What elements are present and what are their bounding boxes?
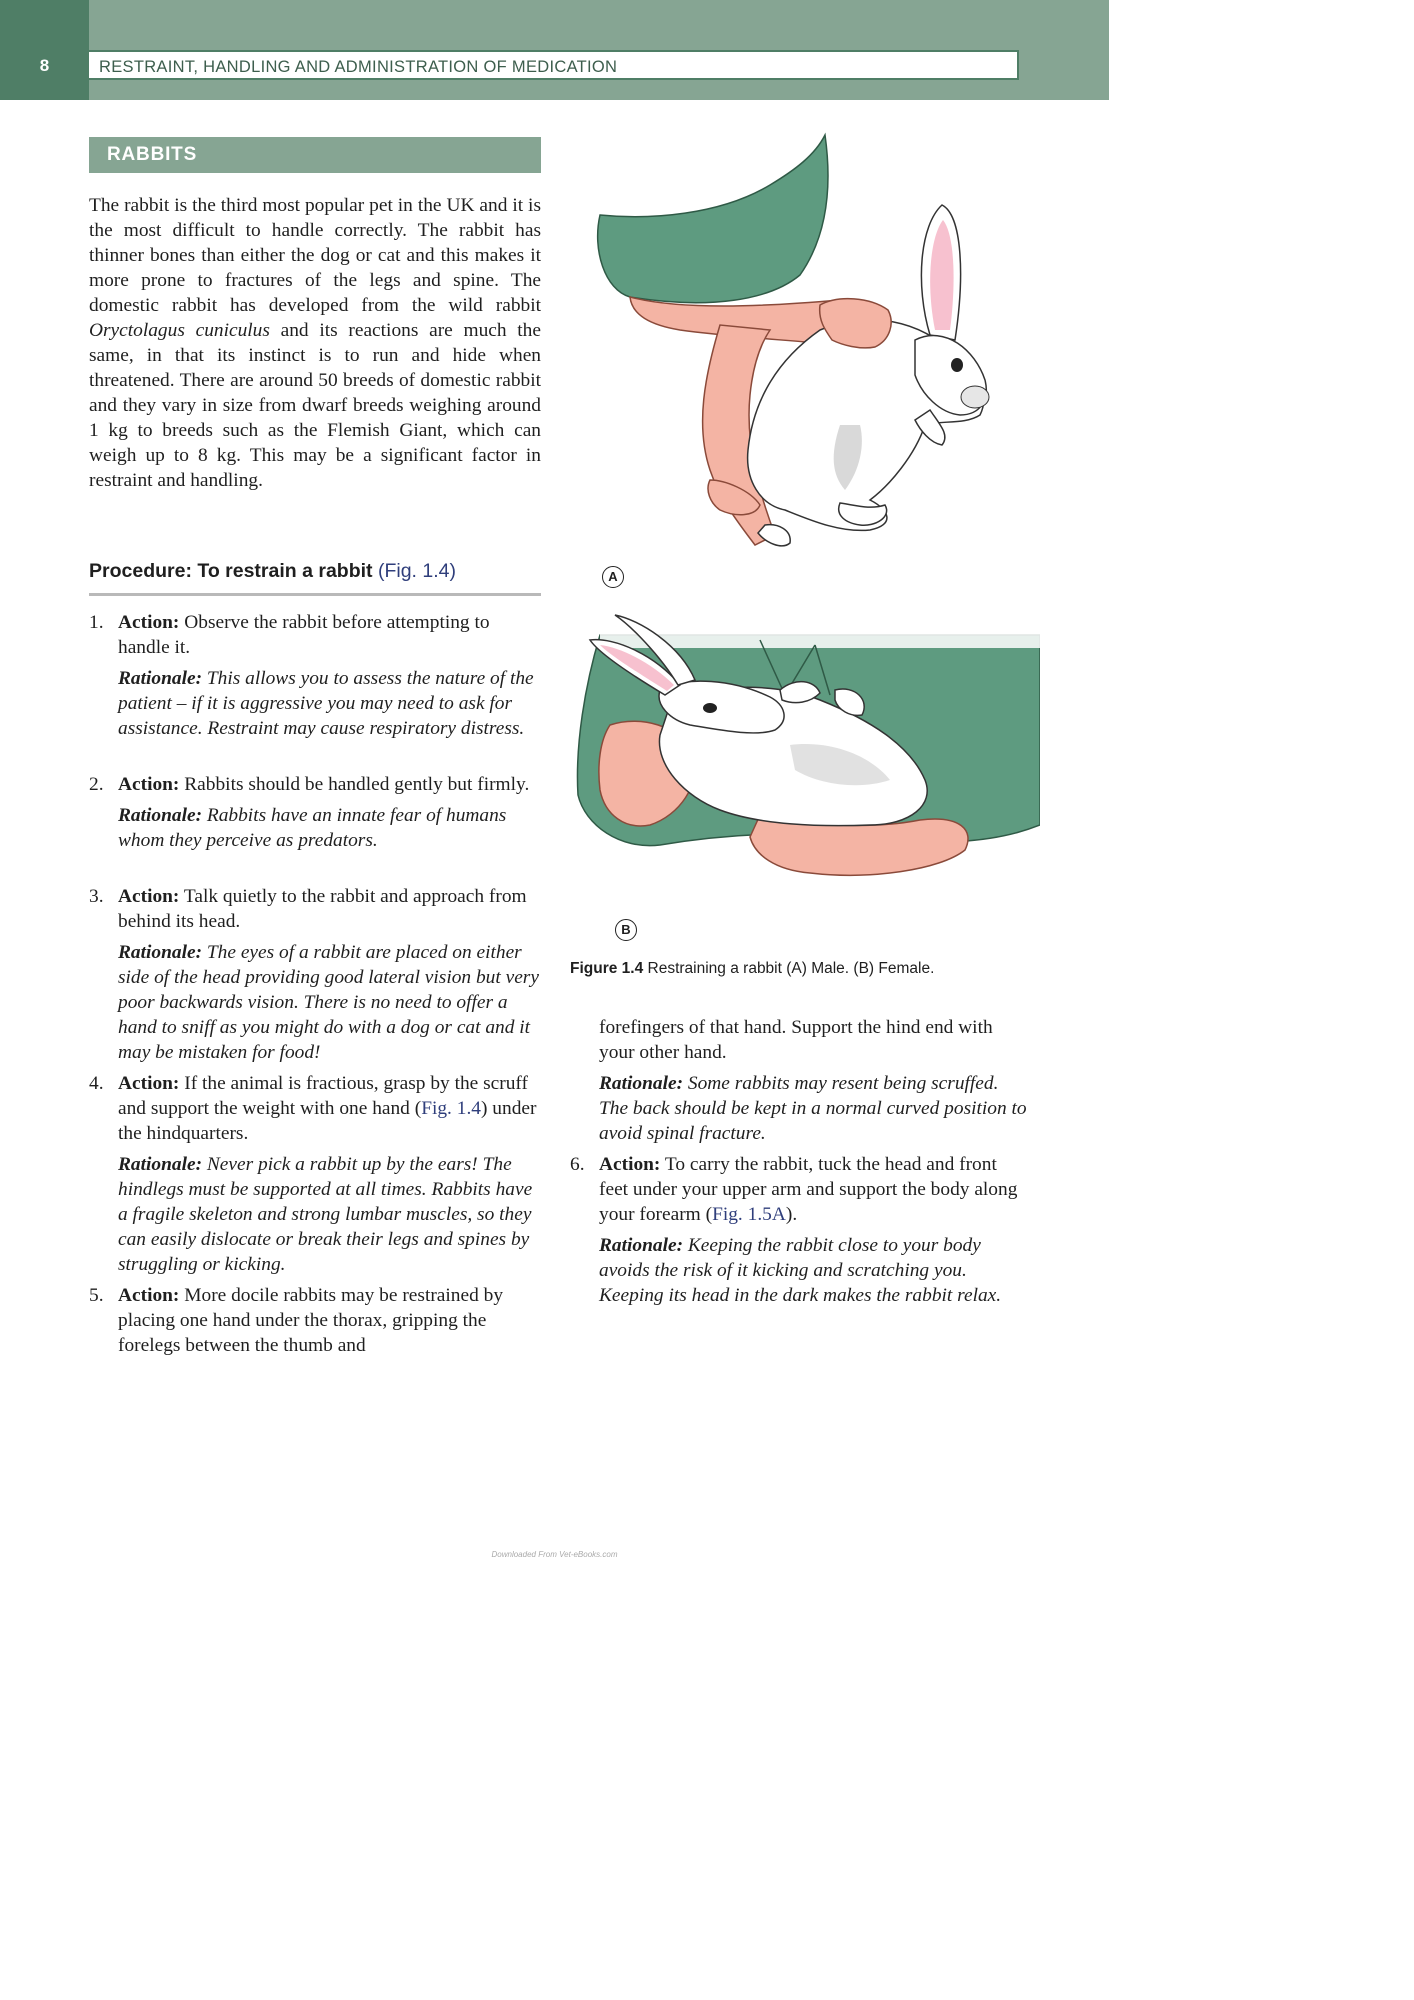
step-action [118,1283,541,1358]
rationale-label: Rationale: [118,1154,203,1175]
page-number-tab [0,0,89,100]
rationale-text: Never pick a rabbit up by the ears! The hindlegs must be supported at all times. Rabbits have a fragile skeleton and strong lumbar muscles, so they can easily dislocate or break their legs and spines by struggling or kicking. [118,1154,533,1275]
rationale-text: The eyes of a rabbit are placed on either side of the head providing good lateral vision but very poor backwards vision. There is no need to offer a hand to sniff as you might do with a dog or cat and it may be mistaken for food! [118,942,539,1063]
figure-label-b: B [615,919,637,941]
step-number: 4. [89,1073,104,1094]
step-action [118,1071,541,1146]
action-text: Observe the rabbit before attempting to handle it. [118,612,490,658]
rationale-text: Rabbits have an innate fear of humans whom they perceive as predators. [118,805,507,851]
rationale-text: This allows you to assess the nature of the patient – if it is aggressive you may need to ask for assistance. Restraint may cause respiratory distress. [118,668,534,739]
step-body [118,1071,541,1277]
action-text-end: ). [785,1204,798,1225]
action-label: Action: [118,1285,180,1306]
intro-paragraph [89,193,541,493]
procedure-title-wrap [89,560,456,583]
action-text-end: ) under the hindquarters. [118,1098,537,1144]
action-continued: forefingers of that hand. Support the hind end with your other hand. [599,1017,993,1063]
paren-open: ( [372,560,385,582]
figure-label-a: A [602,566,624,588]
sleeve-a [598,135,828,303]
caption-label: Figure 1.4 [570,960,644,977]
page-number: 8 [39,56,50,75]
step-body [118,772,541,853]
figure-panel-b [577,615,1040,875]
procedure-heading [89,560,541,596]
rationale-label: Rationale: [599,1235,684,1256]
action-label: Action: [118,1073,180,1094]
intro-text-2: and its reactions are much the same, in that its instinct is to run and hide when threatened. There are around 50 breeds of domestic rabbit and they vary in size from dwarf breeds weighing around 1 kg to breeds such as the Flemish Giant, which can weigh up to 8 kg. This may be a significant factor in restraint and handling. [89,320,541,491]
step-action [599,1152,1022,1227]
action-label: Action: [118,886,180,907]
rationale-text: Keeping the rabbit close to your body avoids the risk of it kicking and scratching you. Keeping its head in the dark makes the rabbit relax. [599,1235,1002,1306]
action-label: Action: [118,774,180,795]
step-number: 5. [89,1285,104,1306]
step-body [118,1283,541,1358]
step-rationale [118,1152,541,1277]
section-heading-bar [89,137,541,173]
action-text: Rabbits should be handled gently but firmly. [179,774,530,795]
step-body [118,610,541,741]
paren-close: ) [449,560,457,582]
rabbit-muzzle-a [961,386,989,408]
step-number: 1. [89,612,104,633]
rabbit-tail-a [758,525,790,546]
procedure-title: Procedure: To restrain a rabbit [89,560,373,582]
figure-panel-a [598,135,989,546]
rationale-label: Rationale: [118,805,203,826]
action-text: More docile rabbits may be restrained by placing one hand under the thorax, gripping the forelegs between the thumb and [118,1285,504,1356]
step-rationale [118,803,541,853]
step-rationale [118,666,541,741]
rabbit-restraint-illustration [570,125,1040,950]
procedure-fig-link[interactable]: Fig. 1.4 [384,560,450,582]
action-text: Talk quietly to the rabbit and approach from behind its head. [118,886,527,932]
action-label: Action: [599,1154,661,1175]
step-number: 2. [89,774,104,795]
step-rationale [118,940,541,1065]
step-body [599,1152,1022,1308]
intro-text-1: The rabbit is the third most popular pet in the UK and it is the most difficult to handle correctly. The rabbit has thinner bones than either the dog or cat and this makes it more prone to fractures of the legs and spine. The domestic rabbit has developed from the wild rabbit [89,195,541,316]
step-number: 6. [570,1154,585,1175]
step-5-continued [599,1015,1029,1146]
species-name: Oryctolagus cuniculus [89,320,270,341]
fig-link[interactable]: Fig. 1.5A [712,1204,786,1225]
rabbit-eye-a [951,358,963,372]
section-title: RABBITS [107,144,198,165]
footer-watermark: Downloaded From Vet-eBooks.com [491,1550,618,1559]
rationale-label: Rationale: [599,1073,684,1094]
rabbit-eye-b [703,703,717,713]
step-action [118,610,541,660]
caption-text: Restraining a rabbit (A) Male. (B) Female. [643,960,935,977]
step-action [118,884,541,934]
action-label: Action: [118,612,180,633]
step-rationale [599,1233,1022,1308]
step-action [118,772,541,797]
action-text: To carry the rabbit, tuck the head and front feet under your upper arm and support the body along your forearm ( [599,1154,1018,1225]
step-rationale [599,1071,1029,1146]
rationale-label: Rationale: [118,942,203,963]
rationale-label: Rationale: [118,668,203,689]
step-body [118,884,541,1065]
fig-link[interactable]: Fig. 1.4 [421,1098,481,1119]
running-title: RESTRAINT, HANDLING AND ADMINISTRATION OF MEDICATION [99,58,618,76]
rationale-text: Some rabbits may resent being scruffed. The back should be kept in a normal curved position to avoid spinal fracture. [599,1073,1027,1144]
action-text: If the animal is fractious, grasp by the scruff and support the weight with one hand ( [118,1073,528,1119]
running-head-box [89,50,1019,80]
figure-caption [570,960,934,978]
step-number: 3. [89,886,104,907]
